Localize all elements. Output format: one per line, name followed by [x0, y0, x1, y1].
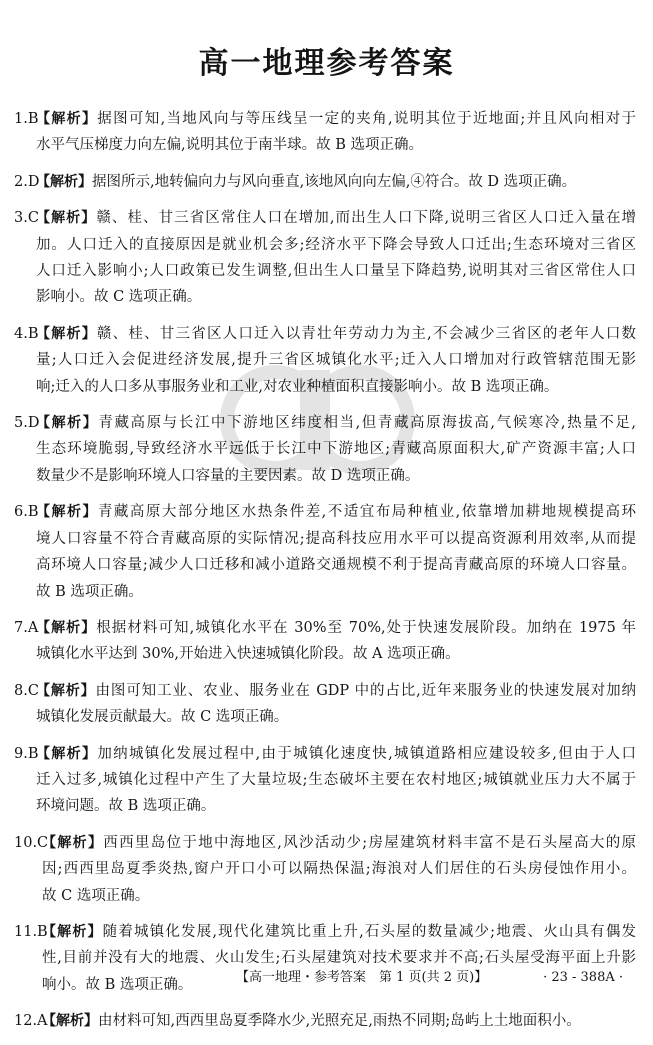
answer-line	[36, 436, 636, 462]
analysis-tag: 【 解析 】	[36, 415, 98, 431]
answer-text: 因;西西里岛夏季炎热,窗户开口小可以隔热保温;海浪对人们居住的石头房侵蚀作用小。	[42, 861, 636, 878]
answer-number: 10.C	[14, 834, 49, 851]
answer-number: 5.D	[14, 415, 40, 432]
answer-text: 据图所示,地转偏向力与风向垂直,该地风向向左偏,④符合。故 D 选项正确。	[92, 173, 577, 190]
analysis-tag: 【 解析 】	[36, 620, 96, 636]
answer-text: 生态环境脆弱,导致经济水平远低于长江中下游地区;青藏高原面积大,矿产资源丰富;人口	[36, 441, 636, 458]
answer-text: 环境问题。故 B 选项正确。	[36, 798, 216, 815]
answer-line	[36, 499, 636, 525]
analysis-tag: 【 解析 】	[36, 746, 97, 762]
answer-text: 加纳城镇化发展过程中,由于城镇化速度快,城镇道路相应建设较多,但由于人口	[97, 745, 636, 762]
answer-text: 响;迁入的人口多从事服务业和工业,对农业种植面积直接影响小。故 B 选项正确。	[36, 378, 559, 395]
analysis-tag: 【 解析 】	[42, 924, 103, 940]
answer-line	[36, 526, 636, 552]
answer-text: 赣、桂、甘三省区常住人口在增加,而出生人口下降,说明三省区人口迁入量在增	[96, 210, 636, 227]
answer-number: 12.A	[14, 1013, 48, 1030]
analysis-tag: 【 解析 】	[36, 504, 98, 520]
answer-line	[36, 321, 636, 347]
answer-item	[0, 1008, 653, 1034]
answer-line	[36, 552, 636, 578]
answer-line	[36, 678, 636, 704]
analysis-tag: 【 解析 】	[36, 111, 97, 127]
answer-line	[36, 258, 636, 284]
answer-line	[42, 1008, 636, 1034]
answer-text: 西西里岛位于地中海地区,风沙活动少;房屋建筑材料丰富不是石头屋高大的原	[103, 834, 636, 851]
answer-line	[36, 347, 636, 373]
analysis-tag: 【 解析 】	[42, 1013, 98, 1029]
analysis-tag: 【 解析 】	[36, 174, 92, 190]
answer-text: 青藏高原与长江中下游地区纬度相当,但青藏高原海拔高,气候寒冷,热量不足,	[98, 415, 636, 432]
answer-text: 城镇化水平达到 30%,开始进入快速城镇化阶段。故 A 选项正确。	[36, 646, 460, 663]
answer-line	[36, 704, 636, 730]
answer-line	[36, 463, 636, 489]
answer-text: 故 C 选项正确。	[42, 887, 150, 904]
answer-number: 6.B	[14, 504, 39, 521]
answer-item	[0, 321, 653, 400]
answer-text: 境人口容量不符合青藏高原的实际情况;提高科技应用水平可以提高资源利用效率,从而提	[36, 530, 636, 547]
answer-text: 水平气压梯度力向左偏,说明其位于南半球。故 B 选项正确。	[36, 137, 423, 154]
answer-number: 7.A	[14, 619, 39, 636]
analysis-tag: 【 解析 】	[36, 210, 96, 226]
answer-line	[36, 615, 636, 641]
answer-text: 据图可知,当地风向与等压线呈一定的夹角,说明其位于近地面;并且风向相对于	[97, 111, 636, 127]
answer-list	[0, 106, 653, 1045]
answer-text: 根据材料可知,城镇化水平在 30%至 70%,处于快速发展阶段。加纳在 1975 年	[96, 619, 636, 636]
answer-item	[0, 499, 653, 605]
answer-text: 高环境人口容量;减少人口迁移和减小道路交通规模不利于提高青藏高原的环境人口容量。	[36, 557, 636, 574]
answer-text: 迁入过多,城镇化过程中产生了大量垃圾;生态破坏主要在农村地区;城镇就业压力大不属于	[36, 771, 636, 788]
answer-line	[36, 169, 636, 195]
answer-text: 数量少不是影响环境人口容量的主要因素。故 D 选项正确。	[36, 467, 420, 484]
answer-item	[0, 169, 653, 195]
answer-text: 由图可知工业、农业、服务业在 GDP 中的占比,近年来服务业的快速发展对加纳	[95, 682, 636, 699]
footer-page-info: 【高一地理・参考答案 第 1 页(共 2 页)】	[236, 970, 488, 985]
answer-text: 随着城镇化发展,现代化建筑比重上升,石头屋的数量减少;地震、火山具有偶发	[102, 923, 636, 940]
answer-number: 8.C	[14, 682, 39, 699]
answer-item	[0, 106, 653, 159]
answer-item	[0, 830, 653, 909]
answer-text: 由材料可知,西西里岛夏季降水少,光照充足,雨热不同期;岛屿上土地面积小。	[98, 1013, 581, 1030]
answer-item	[0, 615, 653, 668]
answer-line	[36, 793, 636, 819]
answer-item	[0, 741, 653, 820]
answer-line	[36, 284, 636, 310]
answer-line	[36, 767, 636, 793]
answer-line	[36, 641, 636, 667]
answer-line	[36, 741, 636, 767]
answer-number: 1.B	[14, 111, 39, 127]
answer-line	[36, 205, 636, 231]
answer-item	[0, 205, 653, 311]
answer-number: 11.B	[14, 923, 48, 940]
answer-line	[36, 374, 636, 400]
page-title: 高一地理参考答案	[198, 46, 455, 81]
analysis-tag: 【 解析 】	[36, 326, 97, 342]
answer-text: 加。人口迁入的直接原因是就业机会多;经济水平下降会导致人口迁出;生态环境对三省区	[36, 236, 636, 253]
answer-line	[42, 883, 636, 909]
answer-line	[42, 856, 636, 882]
answer-number: 3.C	[14, 210, 39, 227]
answer-number: 4.B	[14, 325, 39, 342]
answer-line	[36, 410, 636, 436]
footer-doc-code: · 23 - 388A ·	[543, 970, 623, 985]
answer-text: 性,目前并没有大的地震、火山发生;石头屋建筑对技术要求并不高;石头屋受海平面上升影	[42, 950, 636, 967]
answer-text: 影响小。故 C 选项正确。	[36, 289, 202, 306]
answer-text: 响小。故 B 选项正确。	[42, 976, 193, 993]
answer-line	[42, 830, 636, 856]
answer-number: 2.D	[14, 173, 40, 190]
analysis-tag: 【 解析 】	[42, 835, 103, 851]
answer-text: 城镇化发展贡献最大。故 C 选项正确。	[36, 709, 289, 726]
answer-text: 赣、桂、甘三省区人口迁入以青壮年劳动力为主,不会减少三省区的老年人口数	[96, 325, 636, 342]
answer-item	[0, 410, 653, 489]
analysis-tag: 【 解析 】	[36, 683, 96, 699]
answer-text: 故 B 选项正确。	[36, 583, 143, 600]
answer-text: 人口迁入影响小;人口政策已发生调整,但出生人口量呈下降趋势,说明其对三省区常住人口	[36, 263, 636, 280]
answer-line	[36, 132, 636, 158]
answer-line	[42, 919, 636, 945]
answer-line	[36, 232, 636, 258]
answer-number: 9.B	[14, 745, 39, 762]
answer-text: 量;人口迁入会促进经济发展,提升三省区城镇化水平;迁入人口增加对行政管辖范围无影	[36, 352, 636, 369]
answer-text: 青藏高原大部分地区水热条件差,不适宜布局种植业,依靠增加耕地规模提高环	[97, 504, 636, 521]
answer-line	[36, 579, 636, 605]
answer-line	[36, 106, 636, 132]
answer-item	[0, 678, 653, 731]
